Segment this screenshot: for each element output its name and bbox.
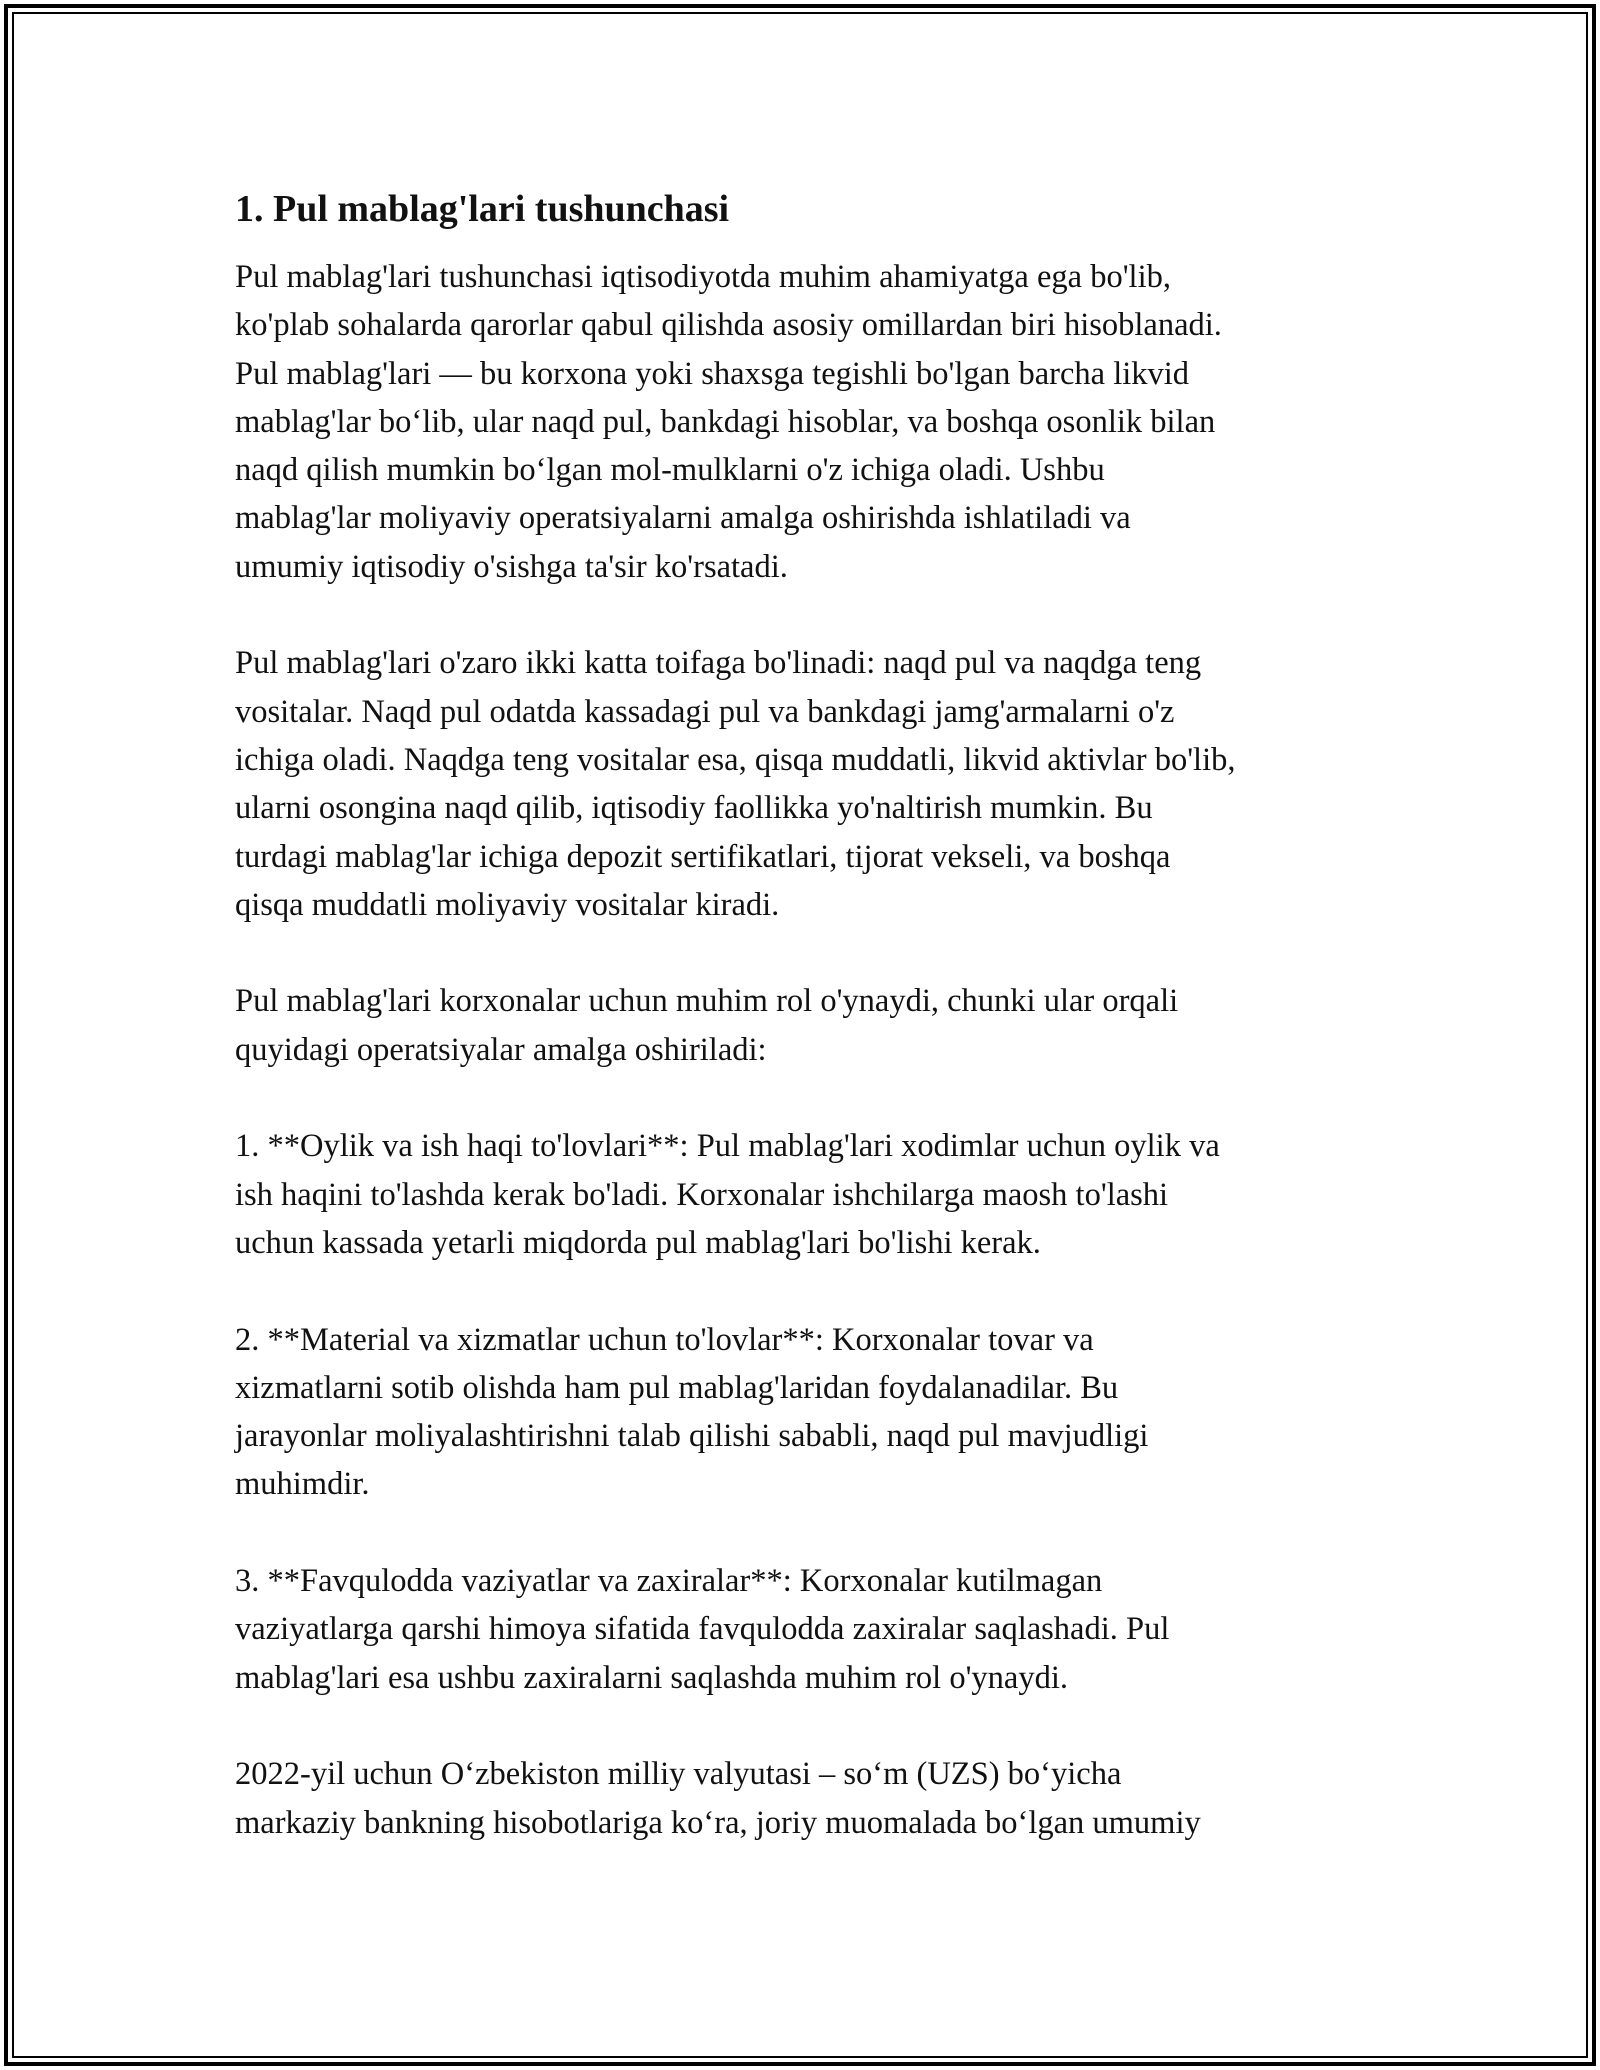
- text-line: Pul mablag'lari — bu korxona yoki shaxsga tegishli bo'lgan barcha likvid: [235, 355, 1190, 392]
- text-line: ichiga oladi. Naqdga teng vositalar esa, qisqa muddatli, likvid aktivlar bo'lib,: [235, 741, 1236, 778]
- text-line: markaziy bankning hisobotlariga ko‘ra, joriy muomalada bo‘lgan umumiy: [235, 1804, 1201, 1841]
- text-line: muhimdir.: [235, 1466, 370, 1503]
- text-line: vaziyatlarga qarshi himoya sifatida favqulodda zaxiralar saqlashadi. Pul: [235, 1611, 1170, 1648]
- paragraph-role: [235, 977, 1385, 1074]
- text-line: vositalar. Naqd pul odatda kassadagi pul va bankdagi jamg'armalarni o'z: [235, 693, 1175, 730]
- document-body: [235, 185, 1385, 1895]
- list-item-salary: [235, 1122, 1385, 1267]
- text-line: mablag'lari esa ushbu zaxiralarni saqlashda muhim rol o'ynaydi.: [235, 1659, 1069, 1696]
- text-line: umumiy iqtisodiy o'sishga ta'sir ko'rsatadi.: [235, 548, 788, 585]
- text-line: Pul mablag'lari tushunchasi iqtisodiyotda muhim ahamiyatga ega bo'lib,: [235, 259, 1171, 295]
- text-line: quyidagi operatsiyalar amalga oshiriladi:: [235, 1031, 767, 1068]
- text-line: 2022-yil uchun O‘zbekiston milliy valyutasi – so‘m (UZS) bo‘yicha: [235, 1756, 1122, 1793]
- list-item-payments: [235, 1316, 1385, 1509]
- list-item-reserves: [235, 1557, 1385, 1702]
- text-line: naqd qilish mumkin bo‘lgan mol-mulklarni o'z ichiga oladi. Ushbu: [235, 452, 1105, 489]
- paragraph-definition: [235, 253, 1385, 591]
- text-line: qisqa muddatli moliyaviy vositalar kiradi.: [235, 886, 780, 923]
- text-line: ish haqini to'lashda kerak bo'ladi. Korxonalar ishchilarga maosh to'lashi: [235, 1176, 1169, 1213]
- paragraph-currency: [235, 1750, 1385, 1847]
- text-line: jarayonlar moliyalashtirishni talab qilishi sababli, naqd pul mavjudligi: [235, 1418, 1149, 1455]
- text-line: 2. **Material va xizmatlar uchun to'lovlar**: Korxonalar tovar va: [235, 1321, 1094, 1358]
- text-line: uchun kassada yetarli miqdorda pul mablag'lari bo'lishi kerak.: [235, 1224, 1041, 1261]
- section-heading: 1. Pul mablag'lari tushunchasi: [235, 188, 730, 230]
- text-line: xizmatlarni sotib olishda ham pul mablag'laridan foydalanadilar. Bu: [235, 1369, 1119, 1406]
- text-line: mablag'lar bo‘lib, ular naqd pul, bankdagi hisoblar, va boshqa osonlik bilan: [235, 403, 1216, 440]
- text-line: mablag'lar moliyaviy operatsiyalarni amalga oshirishda ishlatiladi va: [235, 500, 1131, 537]
- paragraph-categories: [235, 639, 1385, 929]
- text-line: turdagi mablag'lar ichiga depozit sertifikatlari, tijorat vekseli, va boshqa: [235, 838, 1171, 875]
- text-line: 3. **Favqulodda vaziyatlar va zaxiralar**: Korxonalar kutilmagan: [235, 1563, 1103, 1600]
- text-line: Pul mablag'lari o'zaro ikki katta toifaga bo'linadi: naqd pul va naqdga teng: [235, 645, 1202, 682]
- text-line: ularni osongina naqd qilib, iqtisodiy faollikka yo'naltirish mumkin. Bu: [235, 790, 1153, 827]
- text-line: ko'plab sohalarda qarorlar qabul qilishda asosiy omillardan biri hisoblanadi.: [235, 307, 1222, 344]
- text-line: 1. **Oylik va ish haqi to'lovlari**: Pul mablag'lari xodimlar uchun oylik va: [235, 1128, 1220, 1165]
- text-line: Pul mablag'lari korxonalar uchun muhim rol o'ynaydi, chunki ular orqali: [235, 983, 1179, 1020]
